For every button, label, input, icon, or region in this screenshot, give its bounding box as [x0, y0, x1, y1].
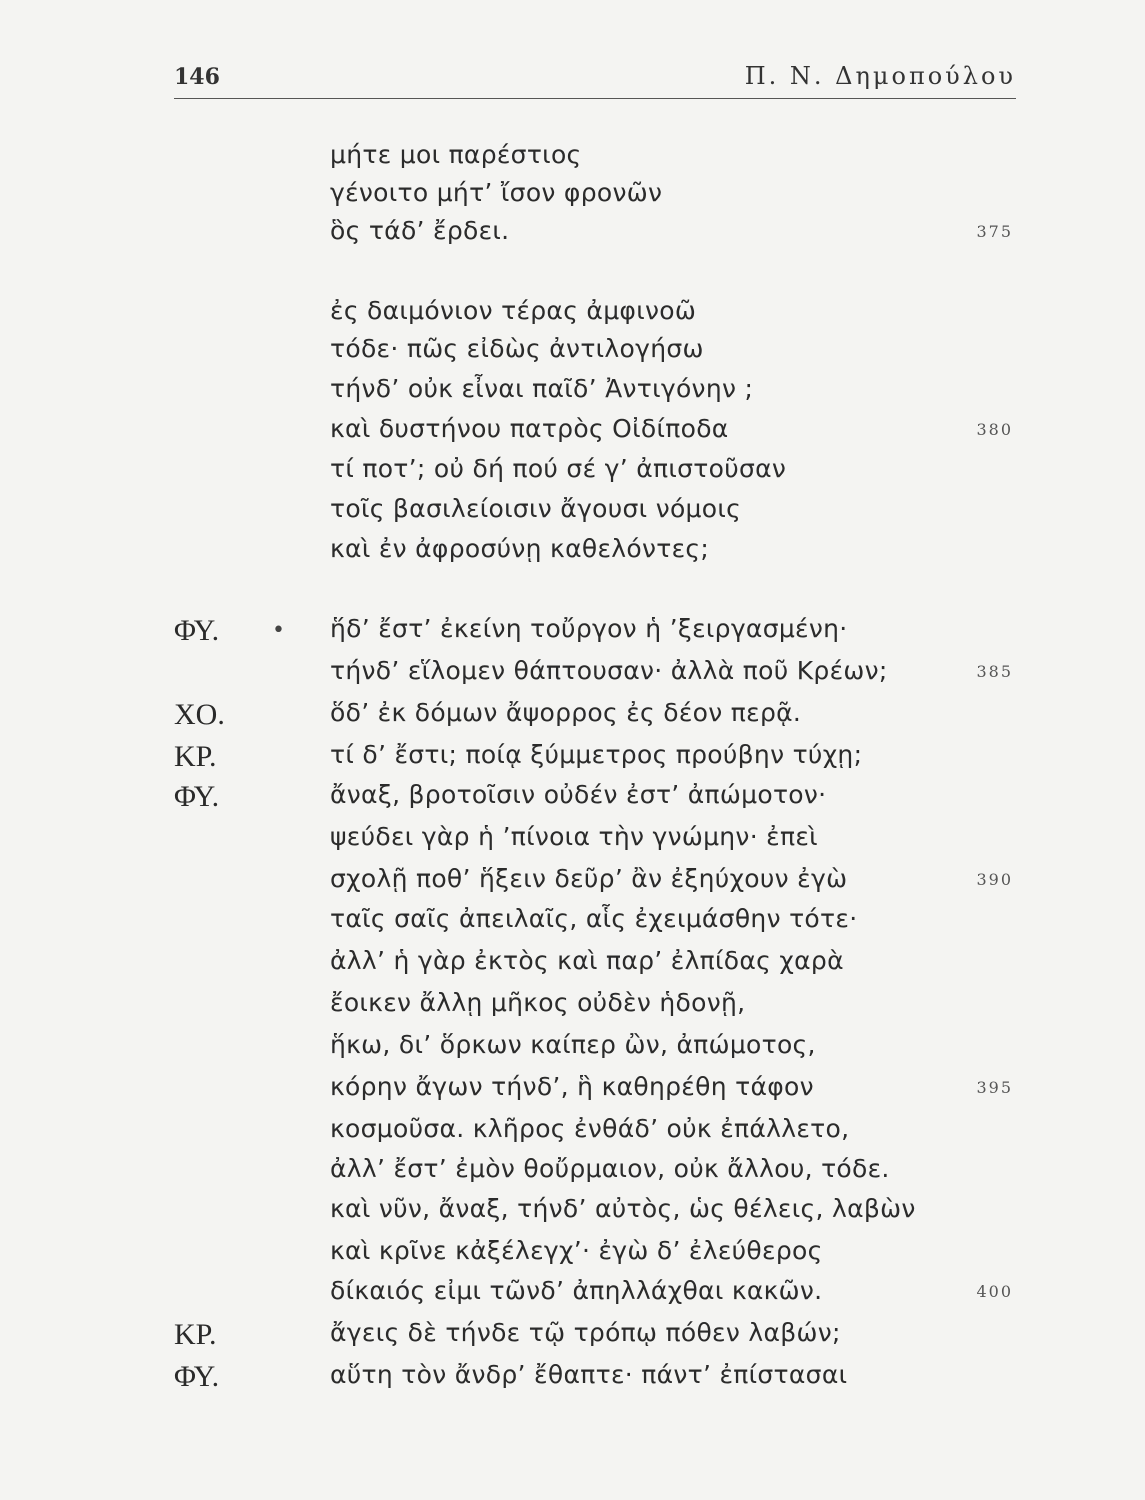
verse-text: ἄναξ, βροτοῖσιν οὐδέν ἐστ’ ἀπώμοτον· — [330, 780, 827, 809]
speaker-label: ΦΥ. — [174, 614, 220, 647]
verse-line — [0, 1154, 1145, 1194]
verse-line — [0, 534, 1145, 574]
verse-text: ἔοικεν ἄλλῃ μῆκος οὐδὲν ἡδονῇ, — [330, 988, 746, 1017]
verse-line — [0, 1236, 1145, 1276]
verse-line — [0, 414, 1145, 454]
verse-text: ἀλλ’ ἡ γὰρ ἐκτὸς καὶ παρ’ ἐλπίδας χαρὰ — [330, 946, 844, 975]
verse-text: ἥκω, δι’ ὅρκων καίπερ ὢν, ἀπώμοτος, — [330, 1030, 816, 1059]
line-number: 385 — [976, 662, 1013, 681]
verse-text: ὃς τάδ’ ἔρδει. — [330, 216, 510, 245]
verse-line — [0, 822, 1145, 862]
speaker-label: ΚΡ. — [174, 740, 217, 773]
verse-text: τόδε· πῶς εἰδὼς ἀντιλογήσω — [330, 334, 704, 363]
verse-line — [0, 780, 1145, 820]
page-header — [174, 60, 1016, 100]
running-head: Π. Ν. Δημοπούλου — [744, 62, 1016, 90]
verse-line — [0, 1194, 1145, 1234]
verse-text: τοῖς βασιλείοισιν ἄγουσι νόμοις — [330, 494, 742, 523]
verse-text: μήτε μοι παρέστιος — [330, 140, 582, 169]
verse-line — [0, 1030, 1145, 1070]
verse-text: τί ποτ’; οὐ δή πού σέ γ’ ἀπιστοῦσαν — [330, 454, 787, 483]
verse-text: τί δ’ ἔστι; ποίᾳ ξύμμετρος προύβην τύχῃ; — [330, 740, 863, 769]
verse-text: σχολῇ ποθ’ ἥξειν δεῦρ’ ἂν ἐξηύχουν ἐγὼ — [330, 864, 848, 893]
verse-text: τήνδ’ εἵλομεν θάπτουσαν· ἀλλὰ ποῦ Κρέων; — [330, 656, 888, 685]
verse-line — [0, 946, 1145, 986]
verse-text: ἐς δαιμόνιον τέρας ἀμφινοῶ — [330, 296, 697, 325]
verse-text: καὶ νῦν, ἄναξ, τήνδ’ αὐτὸς, ὡς θέλεις, λαβὼν — [330, 1194, 916, 1223]
speaker-label: ΦΥ. — [174, 1360, 220, 1393]
verse-text: γένοιτο μήτ’ ἴσον φρονῶν — [330, 178, 663, 207]
line-number: 395 — [976, 1078, 1013, 1097]
verse-line — [0, 178, 1145, 218]
speaker-label: ΦΥ. — [174, 780, 220, 813]
verse-text: αὕτη τὸν ἄνδρ’ ἔθαπτε· πάντ’ ἐπίστασαι — [330, 1360, 848, 1389]
margin-dot: • — [272, 618, 285, 643]
verse-text: ἥδ’ ἔστ’ ἐκείνη τοὔργον ἡ ’ξειργασμένη· — [330, 614, 848, 643]
verse-line — [0, 864, 1145, 904]
verse-text: ὅδ’ ἐκ δόμων ἄψορρος ἐς δέον περᾷ. — [330, 698, 802, 727]
line-number: 380 — [976, 420, 1013, 439]
verse-text: καὶ κρῖνε κἀξέλεγχ’· ἐγὼ δ’ ἐλεύθερος — [330, 1236, 823, 1265]
verse-line — [0, 740, 1145, 780]
verse-line — [0, 216, 1145, 256]
verse-line — [0, 1072, 1145, 1112]
verse-line — [0, 140, 1145, 180]
verse-line — [0, 374, 1145, 414]
verse-line — [0, 988, 1145, 1028]
verse-text: ἀλλ’ ἔστ’ ἐμὸν θοὔρμαιον, οὐκ ἄλλου, τόδε. — [330, 1154, 890, 1183]
header-rule — [174, 98, 1016, 99]
line-number: 390 — [976, 870, 1013, 889]
verse-line — [0, 494, 1145, 534]
speaker-label: ΧΟ. — [174, 698, 225, 731]
verse-line — [0, 698, 1145, 738]
verse-line — [0, 656, 1145, 696]
verse-line — [0, 614, 1145, 654]
verse-line — [0, 1114, 1145, 1154]
verse-text: κοσμοῦσα. κλῆρος ἐνθάδ’ οὐκ ἐπάλλετο, — [330, 1114, 850, 1143]
verse-line — [0, 1276, 1145, 1316]
line-number: 400 — [976, 1282, 1013, 1301]
verse-line — [0, 296, 1145, 336]
verse-text: ψεύδει γὰρ ἡ ’πίνοια τὴν γνώμην· ἐπεὶ — [330, 822, 818, 851]
verse-text: δίκαιός εἰμι τῶνδ’ ἀπηλλάχθαι κακῶν. — [330, 1276, 823, 1305]
verse-line — [0, 454, 1145, 494]
verse-text: καὶ δυστήνου πατρὸς Οἰδίποδα — [330, 414, 729, 443]
verse-line — [0, 1318, 1145, 1358]
verse-line — [0, 1360, 1145, 1400]
verse-text: τήνδ’ οὐκ εἶναι παῖδ’ Ἀντιγόνην ; — [330, 374, 754, 403]
speaker-label: ΚΡ. — [174, 1318, 217, 1351]
page-number: 146 — [174, 64, 220, 90]
verse-text: ἄγεις δὲ τήνδε τῷ τρόπῳ πόθεν λαβών; — [330, 1318, 841, 1347]
line-number: 375 — [976, 222, 1013, 241]
verse-line — [0, 334, 1145, 374]
verse-text: καὶ ἐν ἀφροσύνῃ καθελόντες; — [330, 534, 710, 563]
verse-text: κόρην ἄγων τήνδ’, ἣ καθηρέθη τάφον — [330, 1072, 814, 1101]
verse-line — [0, 904, 1145, 944]
verse-text: ταῖς σαῖς ἀπειλαῖς, αἷς ἐχειμάσθην τότε· — [330, 904, 858, 933]
